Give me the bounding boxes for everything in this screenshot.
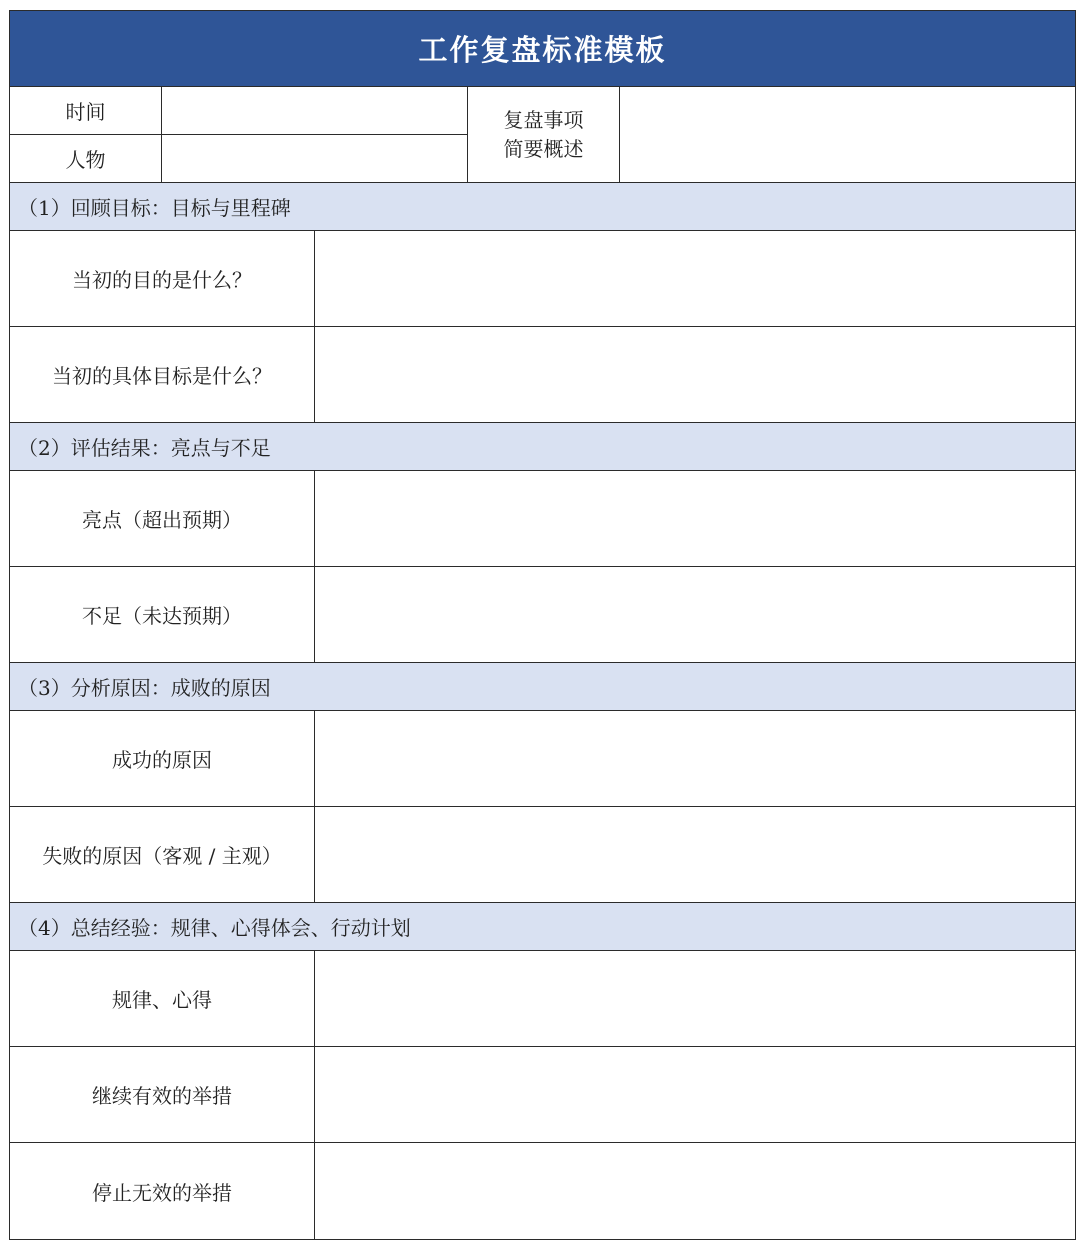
table-row — [10, 327, 1075, 423]
table-row — [10, 951, 1075, 1047]
row-label: 当初的目的是什么？ — [10, 231, 315, 326]
row-input-cell[interactable] — [315, 567, 1075, 662]
row-input-cell[interactable] — [315, 231, 1075, 326]
table-row — [10, 231, 1075, 327]
section-header-summarize-experience: （4）总结经验：规律、心得体会、行动计划 — [10, 903, 1075, 951]
matter-summary-label — [468, 87, 620, 182]
row-input-cell[interactable] — [315, 1143, 1075, 1239]
row-input-cell[interactable] — [315, 1047, 1075, 1142]
row-label: 不足（未达预期） — [10, 567, 315, 662]
table-row — [10, 1047, 1075, 1143]
time-input-cell[interactable] — [162, 87, 468, 135]
section-header-review-goals: （1）回顾目标：目标与里程碑 — [10, 183, 1075, 231]
template-title: 工作复盘标准模板 — [10, 11, 1075, 87]
row-label: 停止无效的举措 — [10, 1143, 315, 1239]
time-label: 时间 — [10, 87, 162, 135]
section-header-analyze-causes: （3）分析原因：成败的原因 — [10, 663, 1075, 711]
row-input-cell[interactable] — [315, 471, 1075, 566]
section-header-evaluate-results: （2）评估结果：亮点与不足 — [10, 423, 1075, 471]
row-label: 失败的原因（客观 / 主观） — [10, 807, 315, 902]
row-label: 继续有效的举措 — [10, 1047, 315, 1142]
row-input-cell[interactable] — [315, 327, 1075, 422]
row-label: 亮点（超出预期） — [10, 471, 315, 566]
row-input-cell[interactable] — [315, 951, 1075, 1046]
person-label: 人物 — [10, 135, 162, 182]
info-block — [10, 87, 1075, 183]
row-label: 成功的原因 — [10, 711, 315, 806]
table-row — [10, 471, 1075, 567]
row-label: 当初的具体目标是什么？ — [10, 327, 315, 422]
matter-label-line1: 复盘事项 — [503, 107, 584, 132]
matter-summary-input-cell[interactable] — [620, 87, 1075, 182]
person-input-cell[interactable] — [162, 135, 468, 182]
table-row — [10, 807, 1075, 903]
row-input-cell[interactable] — [315, 807, 1075, 902]
table-row — [10, 1143, 1075, 1239]
table-row — [10, 711, 1075, 807]
row-input-cell[interactable] — [315, 711, 1075, 806]
row-label: 规律、心得 — [10, 951, 315, 1046]
matter-label-line2: 简要概述 — [503, 136, 584, 161]
review-template-table — [9, 10, 1076, 1240]
table-row — [10, 567, 1075, 663]
